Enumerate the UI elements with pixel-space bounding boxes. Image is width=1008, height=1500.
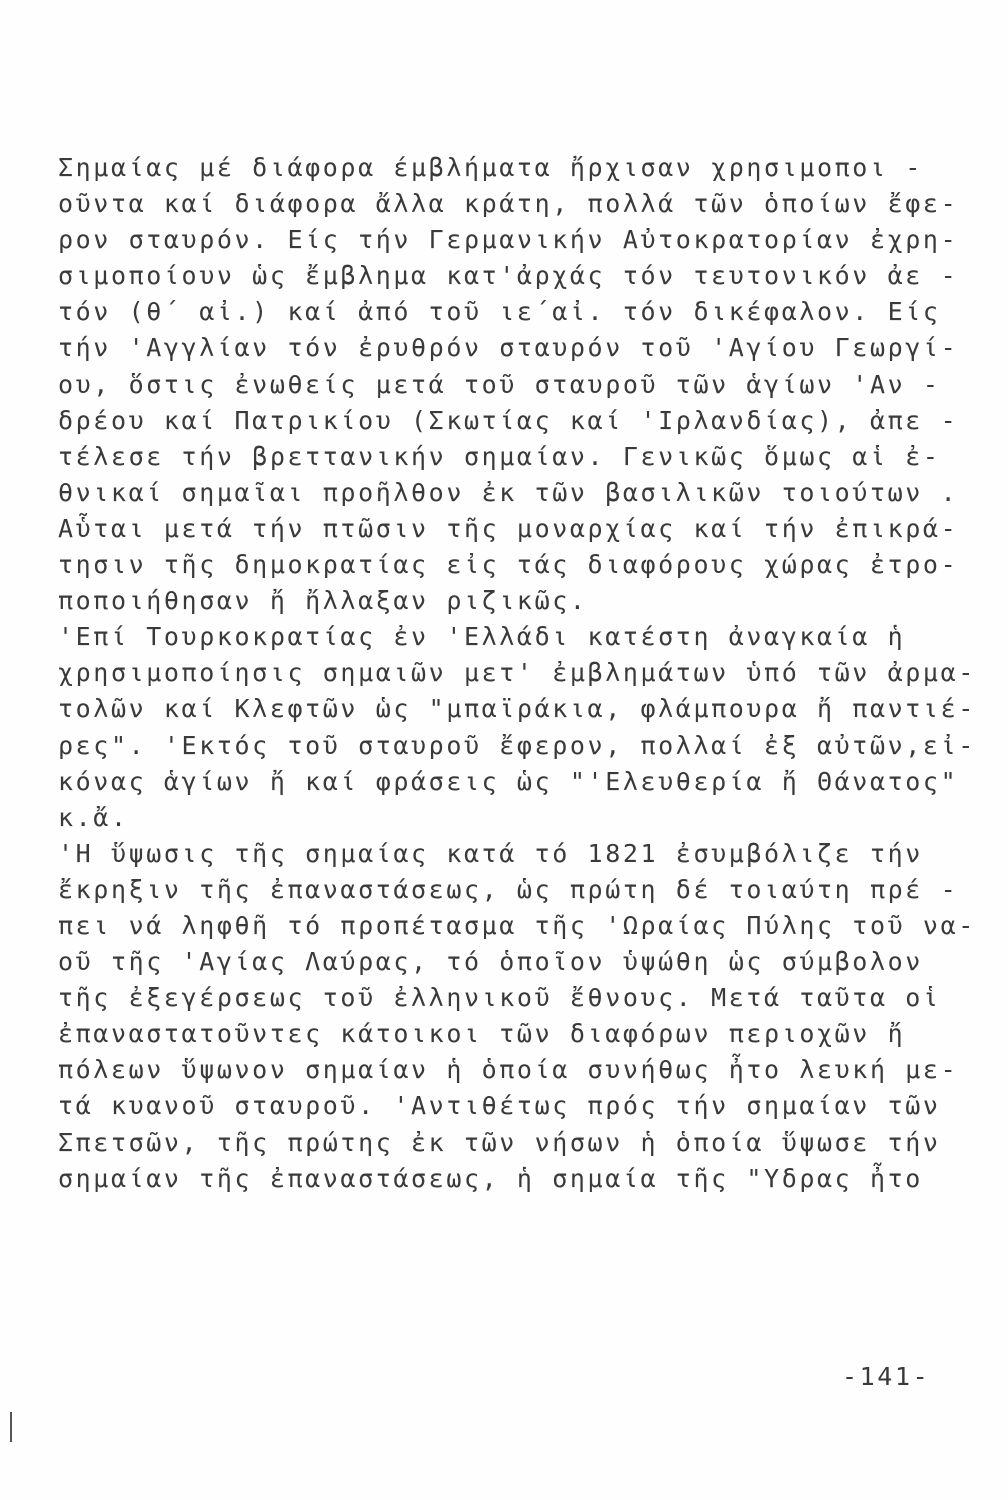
text-line: 'Επί Τουρκοκρατίας ἐν 'Ελλάδι κατέστη ἀναγκαία ἡ <box>58 622 906 652</box>
text-line: κόνας ἁγίων ἤ καί φράσεις ὡς "'Ελευθερία ἤ Θάνατος" <box>58 766 959 796</box>
text-line: ρον σταυρόν. Είς τήν Γερμανικήν Αὐτοκρατορίαν ἐχρη- <box>58 225 959 255</box>
text-line: Σημαίας μέ διάφορα έμβλήματα ἤρχισαν χρησιμοποι - <box>58 153 923 182</box>
text-line: οῦ τῆς 'Αγίας Λαύρας, τό ὁποῖον ὑψώθη ὡς σύμβολον <box>58 947 923 977</box>
text-line: ρες". 'Εκτός τοῦ σταυροῦ ἔφερον, πολλαί ἐξ αὐτῶν,εἰ- <box>58 730 976 760</box>
text-line: σιμοποίουν ὡς ἔμβλημα κατ'ἀρχάς τόν τευτονικόν ἀε - <box>58 261 959 291</box>
text-line: τόν (θ΄ αἰ.) καί ἀπό τοῦ ιε΄αἰ. τόν δικέφαλον. Είς <box>58 297 941 327</box>
margin-mark <box>10 1412 12 1442</box>
text-line: ου, ὅστις ἐνωθείς μετά τοῦ σταυροῦ τῶν ἁγίων 'Αν - <box>58 369 941 399</box>
text-line: Σπετσῶν, τῆς πρώτης ἐκ τῶν νήσων ἡ ὁποία ὕψωσε τήν <box>58 1127 941 1157</box>
text-line: πει νά ληφθῆ τό προπέτασμα τῆς 'Ωραίας Πύλης τοῦ να- <box>58 910 976 940</box>
text-line: δρέου καί Πατρικίου (Σκωτίας καί 'Ιρλανδίας), ἀπε - <box>58 405 959 435</box>
text-line: Αὗται μετά τήν πτῶσιν τῆς μοναρχίας καί τήν ἐπικρά- <box>58 513 959 543</box>
text-line: ποποιήθησαν ἤ ἤλλαξαν ριζικῶς. <box>58 586 588 616</box>
text-line: 'Η ὕψωσις τῆς σημαίας κατά τό 1821 ἐσυμβόλιζε τήν <box>58 838 923 868</box>
text-line: χρησιμοποίησις σημαιῶν μετ' ἐμβλημάτων ὑπό τῶν ἀρμα- <box>58 658 976 688</box>
text-line: κ.ἄ. <box>58 802 129 832</box>
text-line: σημαίαν τῆς ἐπαναστάσεως, ἡ σημαία τῆς "Υδρας ἦτο <box>58 1163 923 1193</box>
body-text <box>58 150 976 1197</box>
text-line: ἔκρηξιν τῆς ἐπαναστάσεως, ὡς πρώτη δέ τοιαύτη πρέ - <box>58 874 959 904</box>
text-line: τήν 'Αγγλίαν τόν ἐρυθρόν σταυρόν τοῦ 'Αγίου Γεωργί- <box>58 333 959 363</box>
text-line: ἐπαναστατοῦντες κάτοικοι τῶν διαφόρων περιοχῶν ἤ <box>58 1019 906 1049</box>
text-line: οῦντα καί διάφορα ἄλλα κράτη, πολλά τῶν ὁποίων ἔφε- <box>58 189 959 219</box>
text-line: τῆς ἐξεγέρσεως τοῦ ἐλληνικοῦ ἔθνους. Μετά ταῦτα οἱ <box>58 983 941 1013</box>
text-line: τησιν τῆς δημοκρατίας εἰς τάς διαφόρους χώρας ἐτρο- <box>58 550 959 580</box>
text-line: τέλεσε τήν βρεττανικήν σημαίαν. Γενικῶς ὅμως αἱ ἐ- <box>58 441 941 471</box>
text-line: τολῶν καί Κλεφτῶν ὡς "μπαϊράκια, φλάμπουρα ἤ παντιέ- <box>58 694 976 724</box>
text-line: θνικαί σημαῖαι προῆλθον ἐκ τῶν βασιλικῶν τοιούτων . <box>58 477 959 507</box>
page-number: -141- <box>842 1362 931 1391</box>
text-line: τά κυανοῦ σταυροῦ. 'Αντιθέτως πρός τήν σημαίαν τῶν <box>58 1091 941 1121</box>
text-line: πόλεων ὕψωνον σημαίαν ἡ ὁποία συνήθως ἦτο λευκή με- <box>58 1055 959 1085</box>
